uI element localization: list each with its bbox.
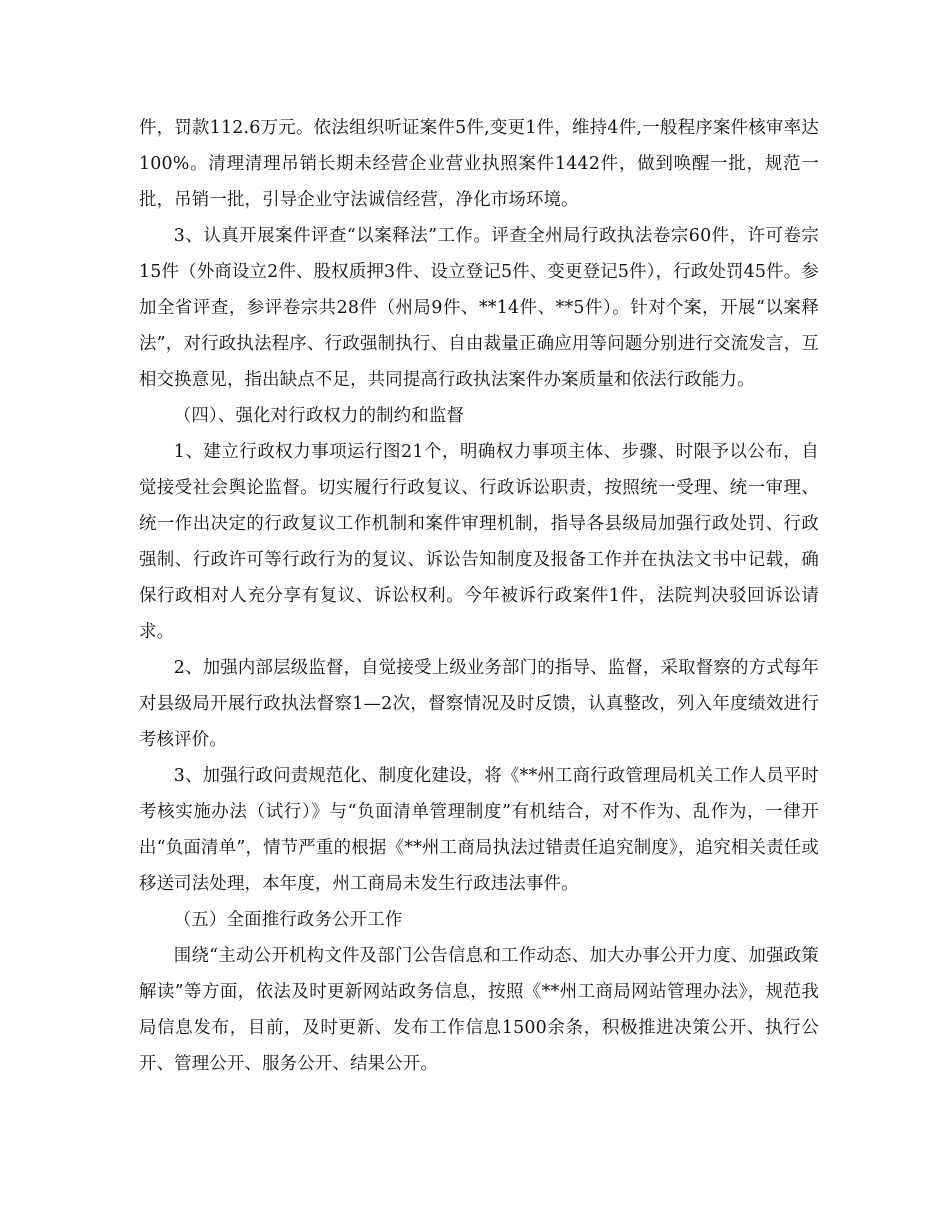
paragraph-3: 1、建立行政权力事项运行图21个，明确权力事项主体、步骤、时限予以公布，自觉接受社会舆论监督。切实履行行政复议、行政诉讼职责，按照统一受理、统一审理、统一作出决定的行政复议工作机制和案件审理机制，指导各县级局加强行政处罚、行政强制、行政许可等行政行为的复议、诉讼告知制度及报备工作并在执法文书中记载，确保行政相对人充分享有复议、诉讼权利。今年被诉行政案件1件，法院判决驳回诉讼请求。 xyxy=(139,442,819,642)
paragraph-6: 围绕“主动公开机构文件及部门公告信息和工作动态、加大办事公开力度、加强政策解读”等方面，依法及时更新网站政务信息，按照《**州工商局网站管理办法》，规范我局信息发布，目前，及时更新、发布工作信息1500余条，积极推进决策公开、执行公开、管理公开、服务公开、结果公开。 xyxy=(139,946,819,1074)
paragraph-5: 3、加强行政问责规范化、制度化建设，将《**州工商行政管理局机关工作人员平时考核实施办法（试行）》与“负面清单管理制度”有机结合，对不作为、乱作为，一律开出“负面清单”，情节严重的根据《**州工商局执法过错责任追究制度》，追究相关责任或移送司法处理，本年度，州工商局未发生行政违法事件。 xyxy=(139,766,819,894)
paragraph-4: 2、加强内部层级监督，自觉接受上级业务部门的指导、监督，采取督察的方式每年对县级局开展行政执法督察1—2次，督察情况及时反馈，认真整改，列入年度绩效进行考核评价。 xyxy=(139,658,819,750)
section-heading-4: （四）、强化对行政权力的制约和监督 xyxy=(173,406,465,426)
document-body xyxy=(139,110,819,1082)
paragraph-2: 3、认真开展案件评查“以案释法”工作。评查全州局行政执法卷宗60件，许可卷宗15件（外商设立2件、股权质押3件、设立登记5件、变更登记5件），行政处罚45件。参加全省评查，参评卷宗共28件（州局9件、**14件、**5件）。针对个案，开展“以案释法”，对行政执法程序、行政强制执行、自由裁量正确应用等问题分别进行交流发言，互相交换意见，指出缺点不足，共同提高行政执法案件办案质量和依法行政能力。 xyxy=(139,226,819,390)
paragraph-1: 件，罚款112.6万元。依法组织听证案件5件,变更1件，维持4件,一般程序案件核审率达100%。清理清理吊销长期未经营企业营业执照案件1442件，做到唤醒一批，规范一批，吊销一批，引导企业守法诚信经营，净化市场环境。 xyxy=(139,118,819,210)
section-heading-5: （五）全面推行政务公开工作 xyxy=(173,910,403,930)
